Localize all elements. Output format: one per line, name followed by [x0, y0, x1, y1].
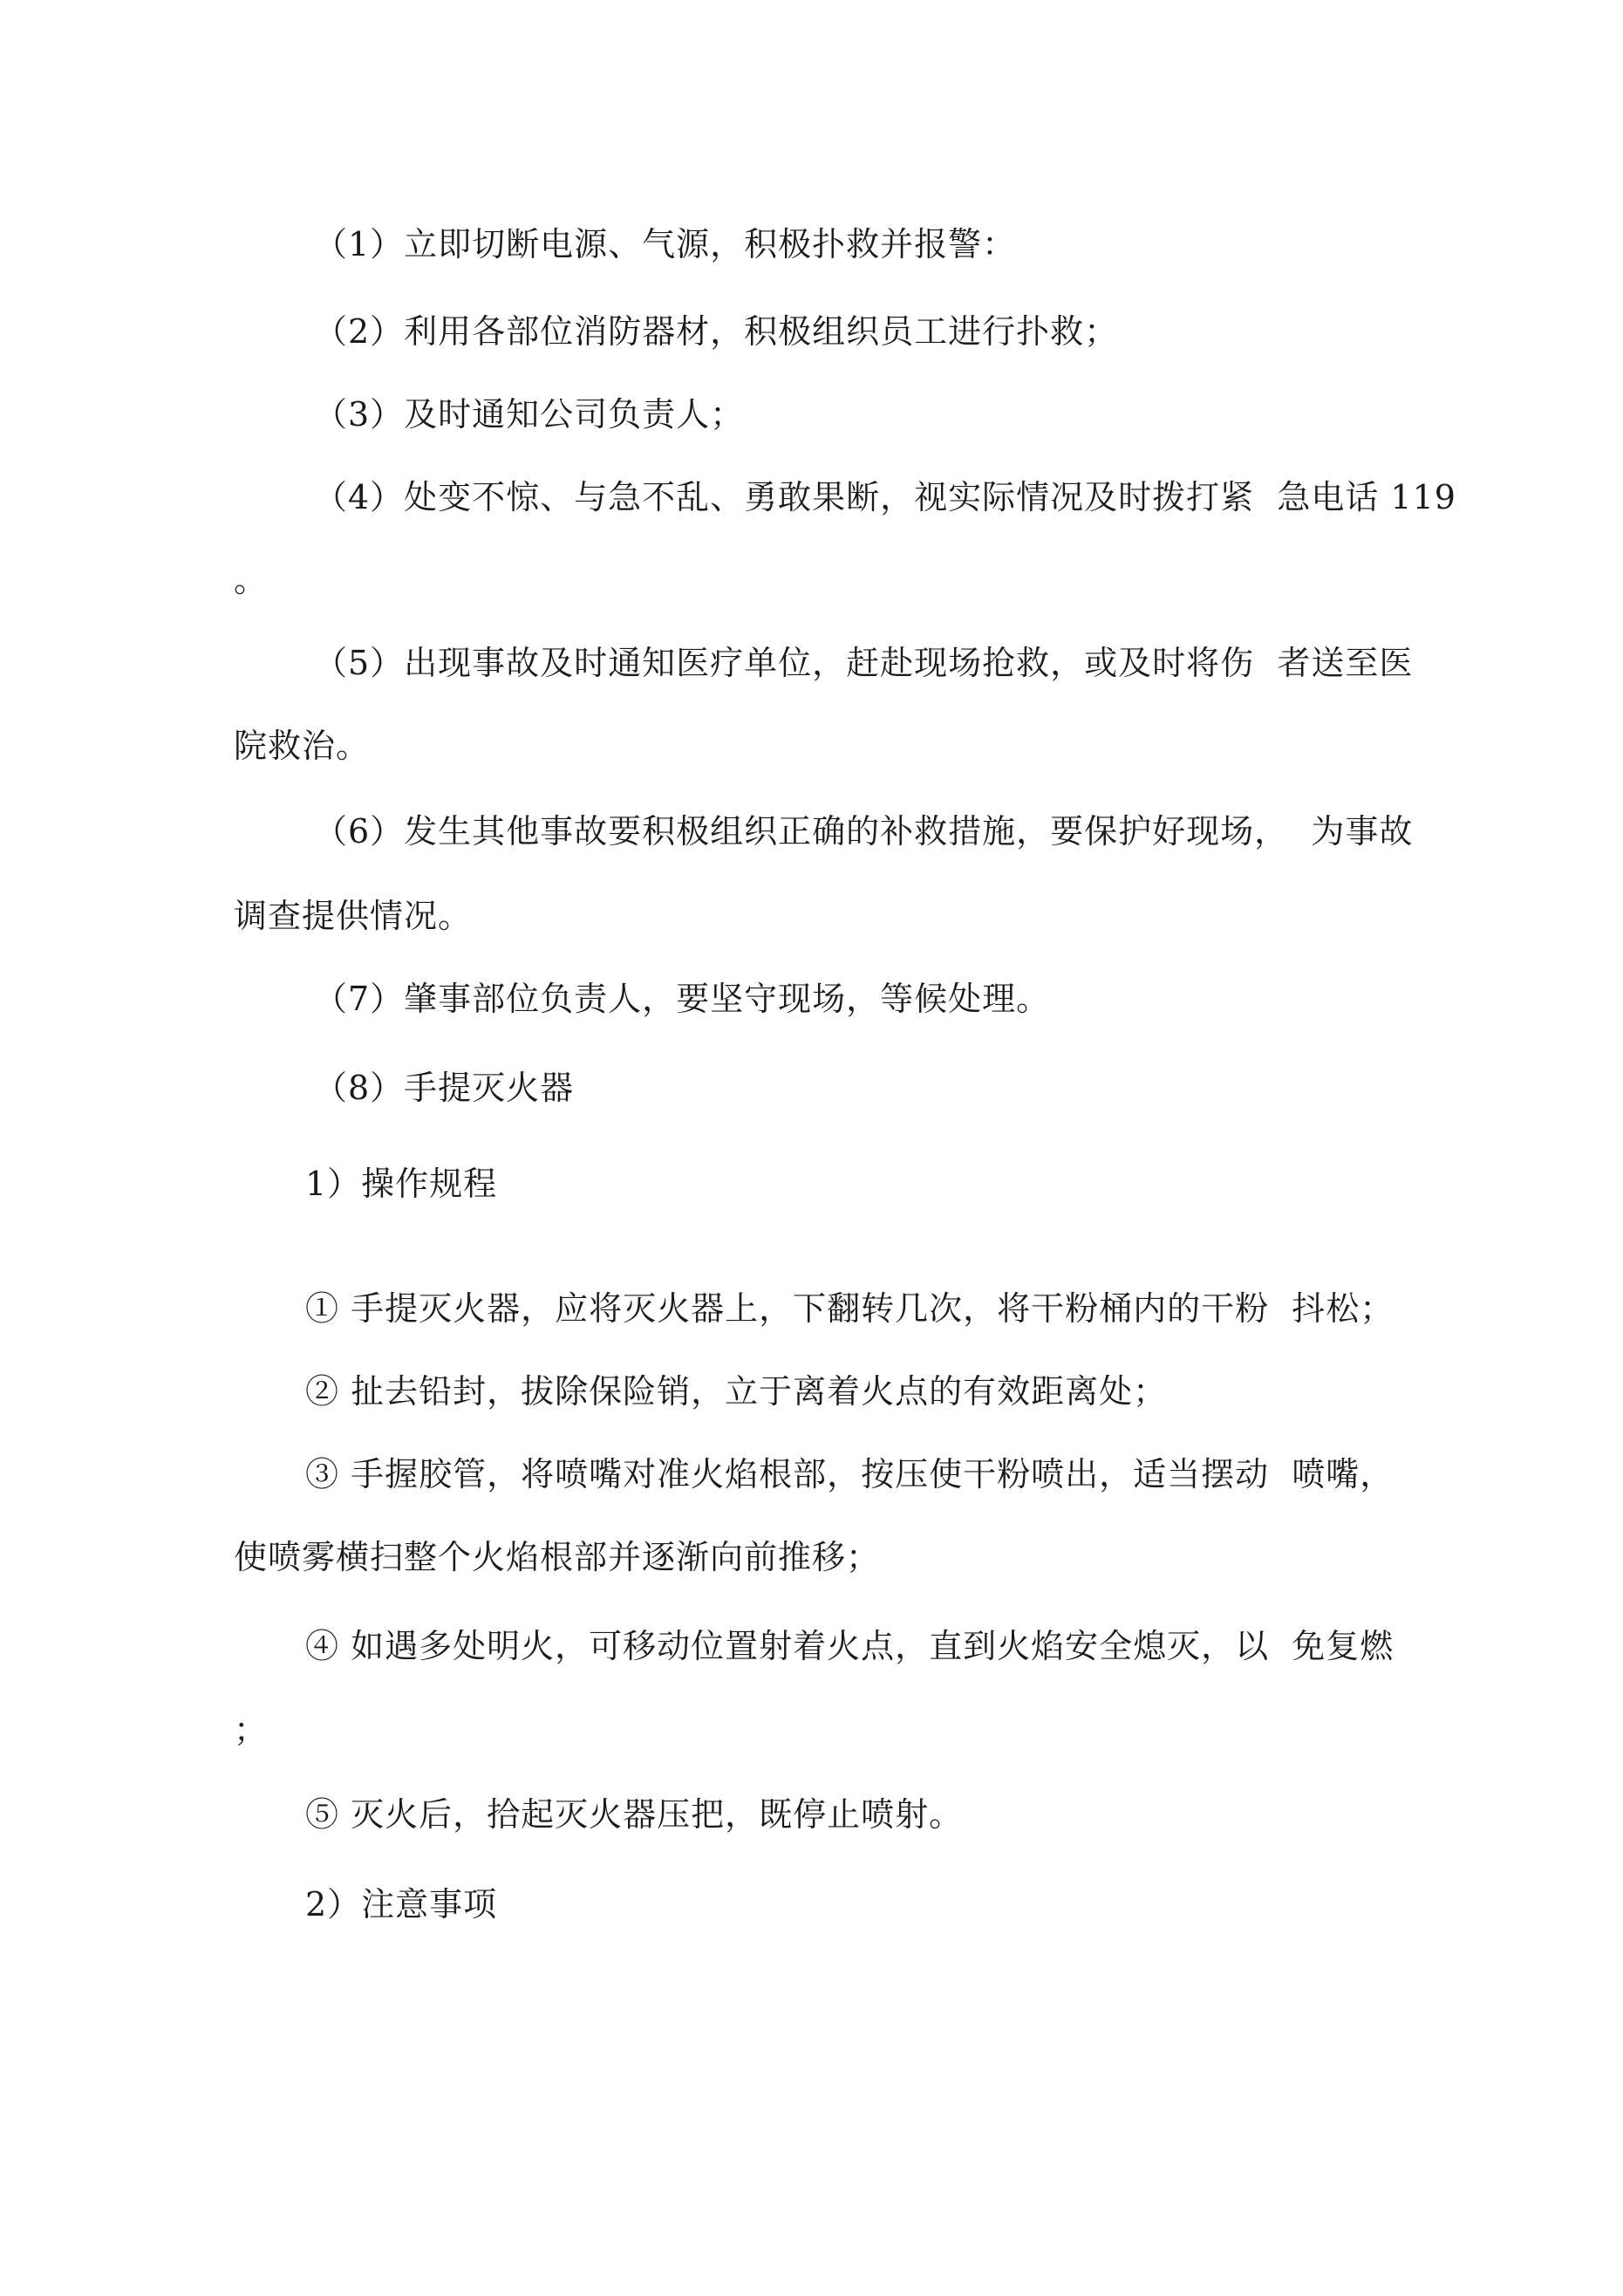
step-3-line-2: 使喷雾横扫整个火焰根部并逐渐向前推移； [234, 1538, 881, 1576]
step-4-line-1: ④ 如遇多处明火，可移动位置射着火点，直到火焰安全熄灭，以 免复燃 [305, 1627, 1395, 1665]
paragraph-3: （3）及时通知公司负责人； [314, 395, 745, 434]
paragraph-6-line-1: （6）发生其他事故要积极组织正确的补救措施，要保护好现场， 为事故 [314, 812, 1414, 851]
step-2: ② 扯去铅封，拔除保险销，立于离着火点的有效距离处； [305, 1372, 1168, 1411]
paragraph-5-line-1: （5）出现事故及时通知医疗单位，赶赴现场抢救，或及时将伤 者送至医 [314, 644, 1414, 682]
subheading-operating-procedure: 1）操作规程 [305, 1165, 498, 1203]
paragraph-8: （8）手提灭火器 [314, 1069, 575, 1107]
paragraph-6-line-2: 调查提供情况。 [234, 897, 473, 935]
step-5: ⑤ 灭火后，拾起灭火器压把，既停止喷射。 [305, 1795, 964, 1834]
paragraph-1: （1）立即切断电源、气源，积极扑救并报警： [314, 225, 1017, 263]
paragraph-4-line-1: （4）处变不惊、与急不乱、勇敢果断，视实际情况及时拨打紧 急电话 119 [314, 478, 1456, 516]
paragraph-4-line-2: 。 [234, 561, 269, 599]
paragraph-7: （7）肇事部位负责人，要坚守现场，等候处理。 [314, 980, 1051, 1018]
step-1: ① 手提灭火器，应将灭火器上，下翻转几次，将干粉桶内的干粉 抖松； [305, 1289, 1395, 1328]
subheading-precautions: 2）注意事项 [305, 1885, 498, 1924]
paragraph-5-line-2: 院救治。 [234, 727, 371, 765]
step-4-line-2: ； [234, 1711, 269, 1749]
step-3-line-1: ③ 手握胶管，将喷嘴对准火焰根部，按压使干粉喷出，适当摆动 喷嘴， [305, 1455, 1395, 1493]
paragraph-2: （2）利用各部位消防器材，积极组织员工进行扑救； [314, 312, 1119, 351]
